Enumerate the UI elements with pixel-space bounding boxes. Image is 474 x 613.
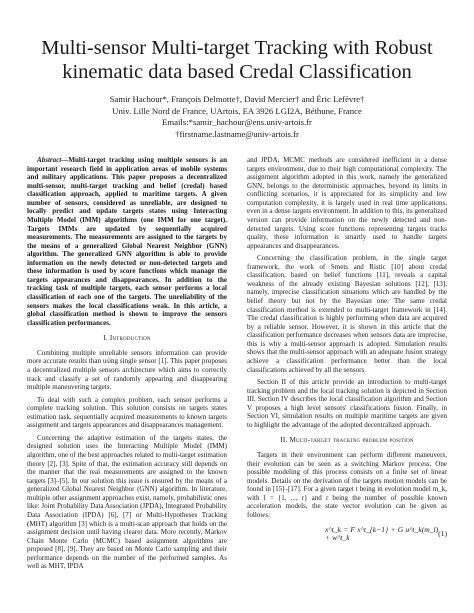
author-emails-2: †firstname.lastname@univ-artois.fr xyxy=(175,128,299,139)
intro-paragraph-4: and JPDA, MCMC methods are considered inefficient in a dense targets environment, due to their high computational complexity. The assignment algorithm adopted in this work, namely the generalized GNN, belongs to the deterministic approaches, beyond its limits in conflicting scenarios, it is appreciated for its simplicity and low computation complexity, it is largely used in real time applications, even in a dense targets environment. In addition to this, its generalized version can provide information on the newly detected and non-detected targets. Using score functions representing targets tracks quality, these information is smartly used to handle targets appearances and disappearances. xyxy=(247,156,447,250)
intro-paragraph-2: To deal with such a complex problem, each sensor performs a complete tracking solution. This solution consists on targets states estimation task, sequentially acquired measurements to known targets assignment and targets appearances and disappearances management. xyxy=(27,395,227,430)
title-line-1: Multi-sensor Multi-target Tracking with Robust xyxy=(41,37,433,59)
author-names: Samir Hachour*, François Delmotte†, David Mercier† and Éric Lefèvre† xyxy=(109,94,365,104)
section-1-title: Introduction xyxy=(109,334,151,343)
section-heading-problem-position xyxy=(247,436,447,445)
section-2-paragraph-1: Targets in their environment can perform different maneuvers, their evolution can be seen as a switching Markov process. One possible modeling of this process consists on a finite set of linear models. Details on the derivation of the targets motion models can be found in [15]–[17]. For a given target t being in evolution model m_k, with l = {1, ..., r} and r being the number of possible known acceleration models, the state vector evolution can be given as follows: xyxy=(247,451,447,519)
intro-paragraph-3: Concerning the adaptive estimation of the targets states, the designed solution uses the Interacting Multiple Model (IMM) algorithm, one of the best approaches related to multi-target estimation theory [2], [3]. Spite of that, the estimation accuracy still depends on the manner that the real measurements are assigned to the known targets [3]–[5]. In our solution this issue is ensured by the means of a generalized Global Nearest Neighbor (GNN) algorithm. In literature, multiple other assignment approaches exist, namely, probabilistic ones like: Joint Probability Data Association (JPDA), Integrated Probability Data Association (IPDA) [6], [7] or Multi-Hypotheses Tracking (MHT) algorithm [3] which is a multi-scan approach that holds on the assignment decision until having clearer data. More recently, Markov Chain Monte Carlo (MCMC) based assignment algorithms are proposed [8], [9]. They are based on Monte Carlo sampling and their performance depends on the number of the performed samples. As well as MHT, IPDA xyxy=(27,433,227,571)
left-column xyxy=(27,156,227,571)
intro-paragraph-1: Combining multiple unreliable sensors information can provide more accurate results than using single sensor [1]. This paper proposes a decentralized multiple sensors architecture which aims to correctly track and classify a set of randomly appearing and disappearing multiple maneuvering targets. xyxy=(27,348,227,392)
author-affiliation: Univ. Lille Nord de France, UArtois, EA 3926 LGI2A, Béthune, France xyxy=(112,105,362,116)
author-emails: Emails:*samir_hachour@ens.univ-artois.fr xyxy=(162,117,312,127)
intro-paragraph-6: Section II of this article provide an introduction to multi-target tracking problem and the local tracking solution is depicted in Section III. Section IV describes the local classification algorithm and Section V proposes a high level sensors' classifications fusion. Finally, in Section VI, simulation results on multiple maritime targets are given to highlight the advantage of the adopted decentralized approach. xyxy=(247,378,447,429)
section-2-number: II. xyxy=(280,436,290,445)
paper-title xyxy=(0,36,474,84)
title-line-2: kinematic data based Credal Classification xyxy=(62,61,412,83)
equation-1 xyxy=(247,526,447,543)
abstract-text: —Multi-target tracking using multiple sensors is an important research field in application areas of mobile systems and military applications. This paper proposes a decentralized multi-sensor, multi-target tracking and belief (credal) based classification approach, applied to maritime targets. A given number of sensors, considered as unreliable, are designed to locally predict and update targets states using Interacting Multiple Model (IMM) algorithms (one IMM for one target). Targets IMMs are updated by sequentially acquired measurements. The measurements are assigned to the targets by the means of a generalized Global Nearest Neighbor (GNN) algorithm. The generalized GNN algorithm is able to provide information on the newly detected or non-detected targets and these information is used by score functions which manage the targets appearances and disappearances. In addition to the tracking task of multiple targets, each sensor performs a local classification of each one of the targets. The unreliability of the sensors makes the local classifications weak. In this article, a global classification method is shown to improve the sensors classification performances. xyxy=(27,156,227,327)
section-2-title: Multi-target tracking problem position xyxy=(289,436,414,445)
author-block xyxy=(0,94,474,140)
equation-expression: x^t_k = F x^t_{k−1} + G u^t_k(m_l) + w^t_k xyxy=(325,524,439,543)
intro-paragraph-5: Concerning the classification problem, in the single target framework, the work of Smets and Ristic [10] about credal classification, based on belief functions [11], reveals a capital weakness of the already existing Bayesian solutions [12], [13], namely, imprecise classification situations which are handled by the belief theory but not by the Bayesian one. The same credal classification method is extended to multi-target framework in [14]. The credal classification is highly performing when data are acquired by a reliable sensor. However, it is shown in this article that the classification performance decreases when sensors data are imprecise, this is why a multi-sensor approach is adopted. Simulation results shows that the multi-sensor approach with an adequate fusion strategy achieve a classification performance better than the local classifications achieved by all the sensors. xyxy=(247,254,447,374)
section-heading-introduction xyxy=(27,334,227,343)
right-column xyxy=(247,156,447,543)
section-1-number: I. xyxy=(103,334,110,343)
abstract xyxy=(27,156,227,327)
equation-number: (1) xyxy=(438,528,447,538)
abstract-label: Abstract xyxy=(37,156,62,164)
